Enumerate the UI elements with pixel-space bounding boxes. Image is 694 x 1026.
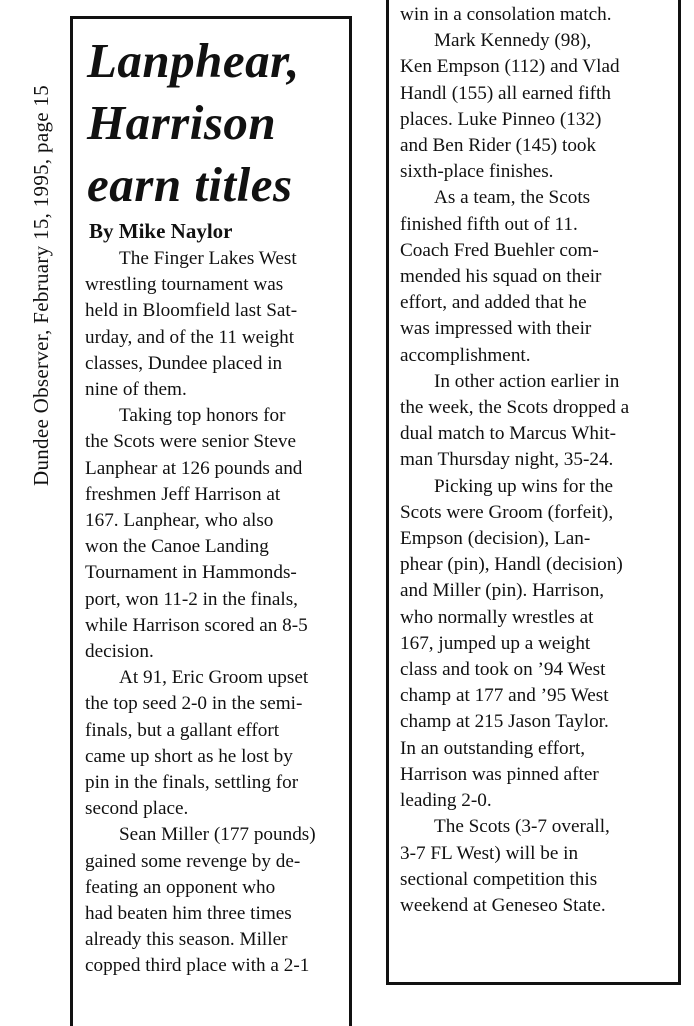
article-text-line: finals, but a gallant effort <box>85 719 280 741</box>
article-text-line: while Harrison scored an 8-5 <box>85 614 308 636</box>
article-text-line: Lanphear at 126 pounds and <box>85 457 303 479</box>
article-text-line: and Ben Rider (145) took <box>400 135 597 157</box>
side-caption-text: Dundee Observer, February 15, 1995, page 15 <box>29 84 54 486</box>
article-text-line: Harrison was pinned after <box>400 763 599 785</box>
article-text-line: Mark Kennedy (98), <box>434 30 592 52</box>
article-text-line: In other action earlier in <box>434 370 620 392</box>
headline-line: Lanphear, <box>87 33 300 88</box>
article-text-line: leading 2-0. <box>400 790 492 812</box>
article-text-line: and Miller (pin). Harrison, <box>400 580 605 602</box>
article-text-line: sixth-place finishes. <box>400 161 554 183</box>
article-text-line: man Thursday night, 35-24. <box>400 449 614 471</box>
article-text-line: was impressed with their <box>400 318 592 340</box>
article-text-line: weekend at Geneseo State. <box>400 894 606 916</box>
article-text-line: places. Luke Pinneo (132) <box>400 108 602 130</box>
article-text-line: At 91, Eric Groom upset <box>119 667 309 689</box>
article-text-line: freshmen Jeff Harrison at <box>85 483 281 505</box>
article-text-line: phear (pin), Handl (decision) <box>400 554 623 576</box>
article-text-line: In an outstanding effort, <box>400 737 586 759</box>
article-text-line: nine of them. <box>85 379 187 401</box>
article-text-line: held in Bloomfield last Sat- <box>85 300 298 322</box>
article-text-line: urday, and of the 11 weight <box>85 326 295 348</box>
article-text-line: champ at 177 and ’95 West <box>400 685 609 707</box>
article-text-line: As a team, the Scots <box>434 187 591 209</box>
article-text-line: classes, Dundee placed in <box>85 352 283 374</box>
article-text-line: second place. <box>85 798 189 820</box>
article-text-line: Sean Miller (177 pounds) <box>119 824 316 846</box>
article-text-line: decision. <box>85 641 154 663</box>
headline-line: Harrison <box>87 95 277 150</box>
article-text-line: sectional competition this <box>400 868 598 890</box>
article-byline: By Mike Naylor <box>89 219 233 243</box>
article-text-line: The Finger Lakes West <box>119 248 297 269</box>
article-column-right <box>400 2 662 919</box>
article-text-line: effort, and added that he <box>400 292 587 314</box>
article-text-line: Scots were Groom (forfeit), <box>400 501 614 523</box>
headline-line: earn titles <box>87 157 293 212</box>
article-text-line: The Scots (3-7 overall, <box>434 816 610 838</box>
article-text-line: Handl (155) all earned fifth <box>400 82 611 104</box>
article-text-line: win in a consolation match. <box>400 4 612 25</box>
article-text-line: the top seed 2-0 in the semi- <box>85 693 303 715</box>
article-text-line: copped third place with a 2-1 <box>85 955 310 977</box>
article-text-line: class and took on ’94 West <box>400 659 606 681</box>
article-text-line: already this season. Miller <box>85 929 288 951</box>
article-text-line: Coach Fred Buehler com- <box>400 239 599 261</box>
article-text-line: Tournament in Hammonds- <box>85 562 297 584</box>
article-text-line: won the Canoe Landing <box>85 536 269 558</box>
article-text-line: had beaten him three times <box>85 903 292 925</box>
article-text-line: 167, jumped up a weight <box>400 632 591 654</box>
article-text-line: Picking up wins for the <box>434 475 614 497</box>
article-text-line: Empson (decision), Lan- <box>400 528 591 550</box>
article-text-line: mended his squad on their <box>400 266 602 288</box>
article-text-line: Taking top honors for <box>119 405 286 427</box>
article-text-line: dual match to Marcus Whit- <box>400 423 616 445</box>
article-text-line: finished fifth out of 11. <box>400 213 578 235</box>
article-column-left <box>85 246 345 980</box>
article-text-line: who normally wrestles at <box>400 606 594 628</box>
article-text-line: came up short as he lost by <box>85 745 293 767</box>
article-text-line: feating an opponent who <box>85 876 276 898</box>
article-text-line: 167. Lanphear, who also <box>85 510 274 532</box>
article-headline <box>87 30 349 216</box>
article-text-line: gained some revenge by de- <box>85 850 301 872</box>
article-text-line: port, won 11-2 in the finals, <box>85 588 298 610</box>
article-text-line: pin in the finals, settling for <box>85 772 299 794</box>
article-text-line: the Scots were senior Steve <box>85 431 297 453</box>
article-text-line: wrestling tournament was <box>85 274 284 296</box>
article-text-line: champ at 215 Jason Taylor. <box>400 711 609 733</box>
article-text-line: the week, the Scots dropped a <box>400 397 630 419</box>
article-text-line: accomplishment. <box>400 344 531 366</box>
page-source-caption <box>14 20 70 550</box>
article-text-line: Ken Empson (112) and Vlad <box>400 56 620 78</box>
article-text-line: 3-7 FL West) will be in <box>400 842 579 864</box>
